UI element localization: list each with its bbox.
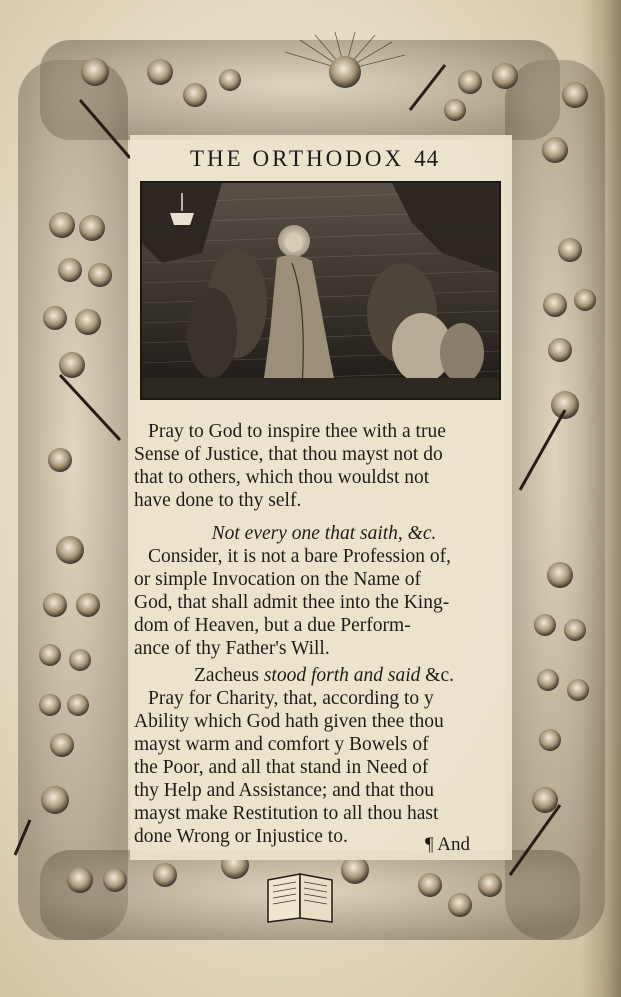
text-line: God, that shall admit thee into the King- — [134, 592, 450, 613]
text-line: thy Help and Assistance; and that thou — [134, 780, 435, 801]
text-line: done Wrong or Injustice to. — [134, 826, 348, 847]
heading-roman: Zacheus — [194, 665, 259, 686]
catchword: ¶ And — [425, 834, 471, 855]
text-line: ance of thy Father's Will. — [134, 638, 330, 659]
text-line: Pray to God to inspire thee with a true — [148, 421, 446, 442]
section-heading — [134, 522, 514, 545]
section-heading — [134, 664, 514, 687]
engraving-scene — [142, 183, 499, 398]
text-line: Sense of Justice, that thou mayst not do — [134, 444, 443, 465]
text-line: the Poor, and all that stand in Need of — [134, 757, 429, 778]
paragraph-zacheus — [134, 664, 514, 848]
text-line: Consider, it is not a bare Profession of, — [148, 546, 452, 567]
heading-italic: stood forth and said — [263, 665, 421, 686]
text-line: mayst warm and comfort y Bowels of — [134, 734, 429, 755]
engraving-illustration — [140, 181, 501, 400]
running-head — [190, 146, 510, 172]
text-line: Ability which God hath given thee thou — [134, 711, 444, 732]
text-line: that to others, which thou wouldst not — [134, 467, 430, 488]
text-line: or simple Invocation on the Name of — [134, 569, 422, 590]
text-line: Pray for Charity, that, according to y — [148, 688, 434, 709]
section-heading-text: Not every one that saith, &c. — [211, 523, 437, 544]
text-line: mayst make Restitution to all thou hast — [134, 803, 439, 824]
heading-tail: &c. — [425, 665, 454, 686]
text-line: dom of Heaven, but a due Perform- — [134, 615, 411, 636]
text-line: have done to thy self. — [134, 490, 302, 511]
running-head-title: THE ORTHODOX — [190, 146, 405, 171]
open-book-icon — [268, 874, 332, 922]
page-number: 44 — [414, 146, 440, 171]
paragraph-justice — [134, 420, 514, 512]
paragraph-not-every-one — [134, 522, 514, 660]
